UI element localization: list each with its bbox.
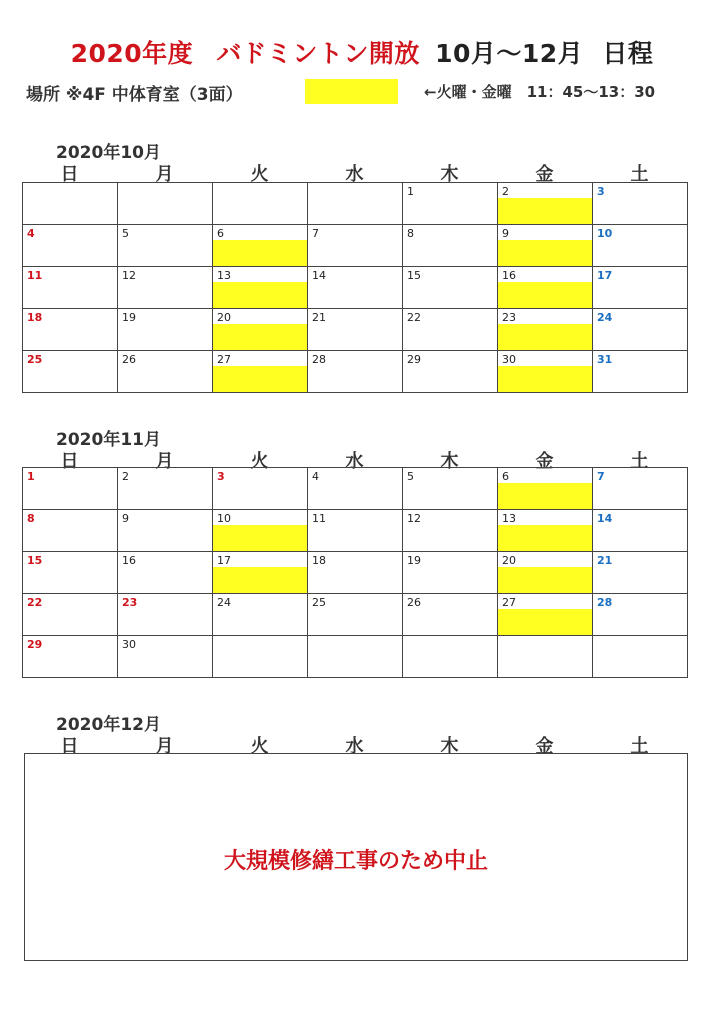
calendar-november (22, 467, 688, 678)
day-number: 11 (312, 512, 326, 525)
day-number: 12 (407, 512, 421, 525)
day-number: 21 (597, 554, 613, 567)
day-cell-5 (403, 468, 498, 510)
day-cell-7 (308, 225, 403, 267)
day-number: 2 (122, 470, 129, 483)
weekday-fri: 金 (535, 736, 554, 757)
day-cell-4 (308, 468, 403, 510)
day-cell-31 (593, 351, 688, 393)
page-title (0, 34, 724, 70)
title-period: 10月～12月 (435, 39, 584, 68)
day-number: 15 (27, 554, 43, 567)
day-number: 14 (597, 512, 613, 525)
calendar-october (22, 182, 688, 393)
day-number: 16 (122, 554, 136, 567)
empty-cell (213, 183, 308, 225)
day-number: 12 (122, 269, 136, 282)
day-cell-24 (593, 309, 688, 351)
open-day-highlight (213, 366, 307, 392)
day-cell-25 (308, 594, 403, 636)
day-number: 1 (407, 185, 414, 198)
day-number: 6 (217, 227, 224, 240)
weekday-thu: 木 (440, 164, 459, 185)
title-year: 2020年度 (70, 39, 194, 68)
day-cell-7 (593, 468, 688, 510)
day-number: 30 (502, 353, 516, 366)
day-number: 26 (122, 353, 136, 366)
day-cell-19 (118, 309, 213, 351)
weekday-sat: 土 (630, 164, 649, 185)
day-cell-22 (403, 309, 498, 351)
day-cell-10 (213, 510, 308, 552)
weekday-wed: 水 (345, 164, 364, 185)
day-number: 3 (217, 470, 225, 483)
title-event: バドミントン開放 (216, 39, 420, 68)
month-label-november: 2020年11月 (56, 430, 161, 450)
day-cell-18 (308, 552, 403, 594)
day-cell-23 (118, 594, 213, 636)
day-number: 22 (407, 311, 421, 324)
day-cell-28 (308, 351, 403, 393)
day-number: 10 (217, 512, 231, 525)
day-number: 9 (122, 512, 129, 525)
day-cell-13 (498, 510, 593, 552)
day-number: 28 (312, 353, 326, 366)
december-notice-box (24, 753, 688, 961)
open-day-highlight (498, 567, 592, 593)
day-cell-26 (118, 351, 213, 393)
weekday-sun: 日 (60, 164, 79, 185)
day-number: 20 (217, 311, 231, 324)
weekday-fri: 金 (535, 451, 554, 472)
day-cell-9 (498, 225, 593, 267)
day-cell-15 (23, 552, 118, 594)
day-number: 8 (407, 227, 414, 240)
day-number: 18 (312, 554, 326, 567)
weekday-wed: 水 (345, 451, 364, 472)
open-day-highlight (498, 366, 592, 392)
day-cell-21 (593, 552, 688, 594)
day-number: 21 (312, 311, 326, 324)
weekday-sun: 日 (60, 736, 79, 757)
day-number: 23 (502, 311, 516, 324)
day-cell-1 (403, 183, 498, 225)
day-cell-3 (213, 468, 308, 510)
day-cell-14 (308, 267, 403, 309)
day-number: 31 (597, 353, 613, 366)
weekday-wed: 水 (345, 736, 364, 757)
venue-text: 場所 ※4F 中体育室（3面） (26, 85, 243, 105)
open-day-highlight (498, 609, 592, 635)
weekday-mon: 月 (155, 736, 174, 757)
day-cell-27 (213, 351, 308, 393)
day-cell-24 (213, 594, 308, 636)
month-label-december: 2020年12月 (56, 715, 161, 735)
day-cell-12 (403, 510, 498, 552)
day-cell-20 (498, 552, 593, 594)
day-cell-25 (23, 351, 118, 393)
open-day-highlight (213, 240, 307, 266)
day-cell-23 (498, 309, 593, 351)
day-number: 17 (217, 554, 231, 567)
day-number: 4 (27, 227, 35, 240)
day-number: 9 (502, 227, 509, 240)
weekday-mon: 月 (155, 164, 174, 185)
empty-cell (213, 636, 308, 678)
day-cell-21 (308, 309, 403, 351)
day-number: 27 (502, 596, 516, 609)
day-cell-26 (403, 594, 498, 636)
day-number: 18 (27, 311, 43, 324)
day-number: 13 (217, 269, 231, 282)
day-cell-2 (118, 468, 213, 510)
weekday-header-november (22, 447, 688, 472)
day-number: 4 (312, 470, 319, 483)
title-schedule: 日程 (602, 39, 654, 68)
day-number: 27 (217, 353, 231, 366)
day-cell-6 (213, 225, 308, 267)
day-number: 11 (27, 269, 43, 282)
day-number: 17 (597, 269, 613, 282)
day-cell-19 (403, 552, 498, 594)
day-number: 7 (312, 227, 319, 240)
day-number: 26 (407, 596, 421, 609)
day-number: 25 (27, 353, 43, 366)
day-number: 29 (27, 638, 43, 651)
day-number: 15 (407, 269, 421, 282)
day-cell-18 (23, 309, 118, 351)
open-day-highlight (498, 198, 592, 224)
day-number: 7 (597, 470, 605, 483)
day-cell-4 (23, 225, 118, 267)
empty-cell (403, 636, 498, 678)
day-cell-8 (403, 225, 498, 267)
day-number: 16 (502, 269, 516, 282)
cancellation-notice: 大規模修繕工事のため中止 (223, 849, 488, 874)
weekday-tue: 火 (250, 164, 269, 185)
weekday-header-december (22, 732, 688, 757)
day-cell-11 (23, 267, 118, 309)
open-day-highlight (213, 525, 307, 551)
day-number: 20 (502, 554, 516, 567)
day-number: 22 (27, 596, 43, 609)
day-cell-8 (23, 510, 118, 552)
empty-cell (308, 183, 403, 225)
legend-text: ←火曜・金曜 11：45～13：30 (424, 83, 656, 101)
day-cell-10 (593, 225, 688, 267)
day-cell-5 (118, 225, 213, 267)
day-cell-9 (118, 510, 213, 552)
weekday-fri: 金 (535, 164, 554, 185)
day-cell-3 (593, 183, 688, 225)
day-cell-1 (23, 468, 118, 510)
day-number: 19 (407, 554, 421, 567)
day-number: 24 (217, 596, 231, 609)
weekday-sun: 日 (60, 451, 79, 472)
day-cell-6 (498, 468, 593, 510)
weekday-sat: 土 (630, 736, 649, 757)
open-day-highlight (498, 282, 592, 308)
weekday-tue: 火 (250, 736, 269, 757)
day-cell-30 (498, 351, 593, 393)
empty-cell (498, 636, 593, 678)
day-number: 30 (122, 638, 136, 651)
day-number: 1 (27, 470, 35, 483)
empty-cell (593, 636, 688, 678)
day-cell-13 (213, 267, 308, 309)
open-day-highlight (213, 567, 307, 593)
day-cell-11 (308, 510, 403, 552)
day-number: 8 (27, 512, 35, 525)
day-number: 6 (502, 470, 509, 483)
day-number: 2 (502, 185, 509, 198)
open-day-highlight (498, 483, 592, 509)
weekday-tue: 火 (250, 451, 269, 472)
open-day-highlight (213, 282, 307, 308)
weekday-thu: 木 (440, 451, 459, 472)
weekday-mon: 月 (155, 451, 174, 472)
open-day-highlight (213, 324, 307, 350)
day-number: 23 (122, 596, 138, 609)
weekday-header-october (22, 160, 688, 185)
day-cell-2 (498, 183, 593, 225)
day-number: 28 (597, 596, 613, 609)
day-number: 10 (597, 227, 613, 240)
day-number: 5 (407, 470, 414, 483)
day-number: 24 (597, 311, 613, 324)
open-day-highlight (498, 324, 592, 350)
day-cell-14 (593, 510, 688, 552)
day-cell-12 (118, 267, 213, 309)
day-cell-28 (593, 594, 688, 636)
day-cell-22 (23, 594, 118, 636)
day-cell-16 (118, 552, 213, 594)
day-cell-17 (593, 267, 688, 309)
weekday-sat: 土 (630, 451, 649, 472)
day-number: 13 (502, 512, 516, 525)
day-cell-16 (498, 267, 593, 309)
day-cell-17 (213, 552, 308, 594)
day-number: 14 (312, 269, 326, 282)
day-number: 3 (597, 185, 605, 198)
open-day-highlight (498, 240, 592, 266)
empty-cell (308, 636, 403, 678)
day-number: 5 (122, 227, 129, 240)
day-number: 29 (407, 353, 421, 366)
day-cell-29 (23, 636, 118, 678)
open-day-highlight (498, 525, 592, 551)
day-number: 19 (122, 311, 136, 324)
day-number: 25 (312, 596, 326, 609)
empty-cell (23, 183, 118, 225)
weekday-thu: 木 (440, 736, 459, 757)
month-label-october: 2020年10月 (56, 143, 161, 163)
day-cell-15 (403, 267, 498, 309)
legend-swatch (305, 79, 398, 104)
day-cell-27 (498, 594, 593, 636)
day-cell-20 (213, 309, 308, 351)
day-cell-30 (118, 636, 213, 678)
empty-cell (118, 183, 213, 225)
day-cell-29 (403, 351, 498, 393)
